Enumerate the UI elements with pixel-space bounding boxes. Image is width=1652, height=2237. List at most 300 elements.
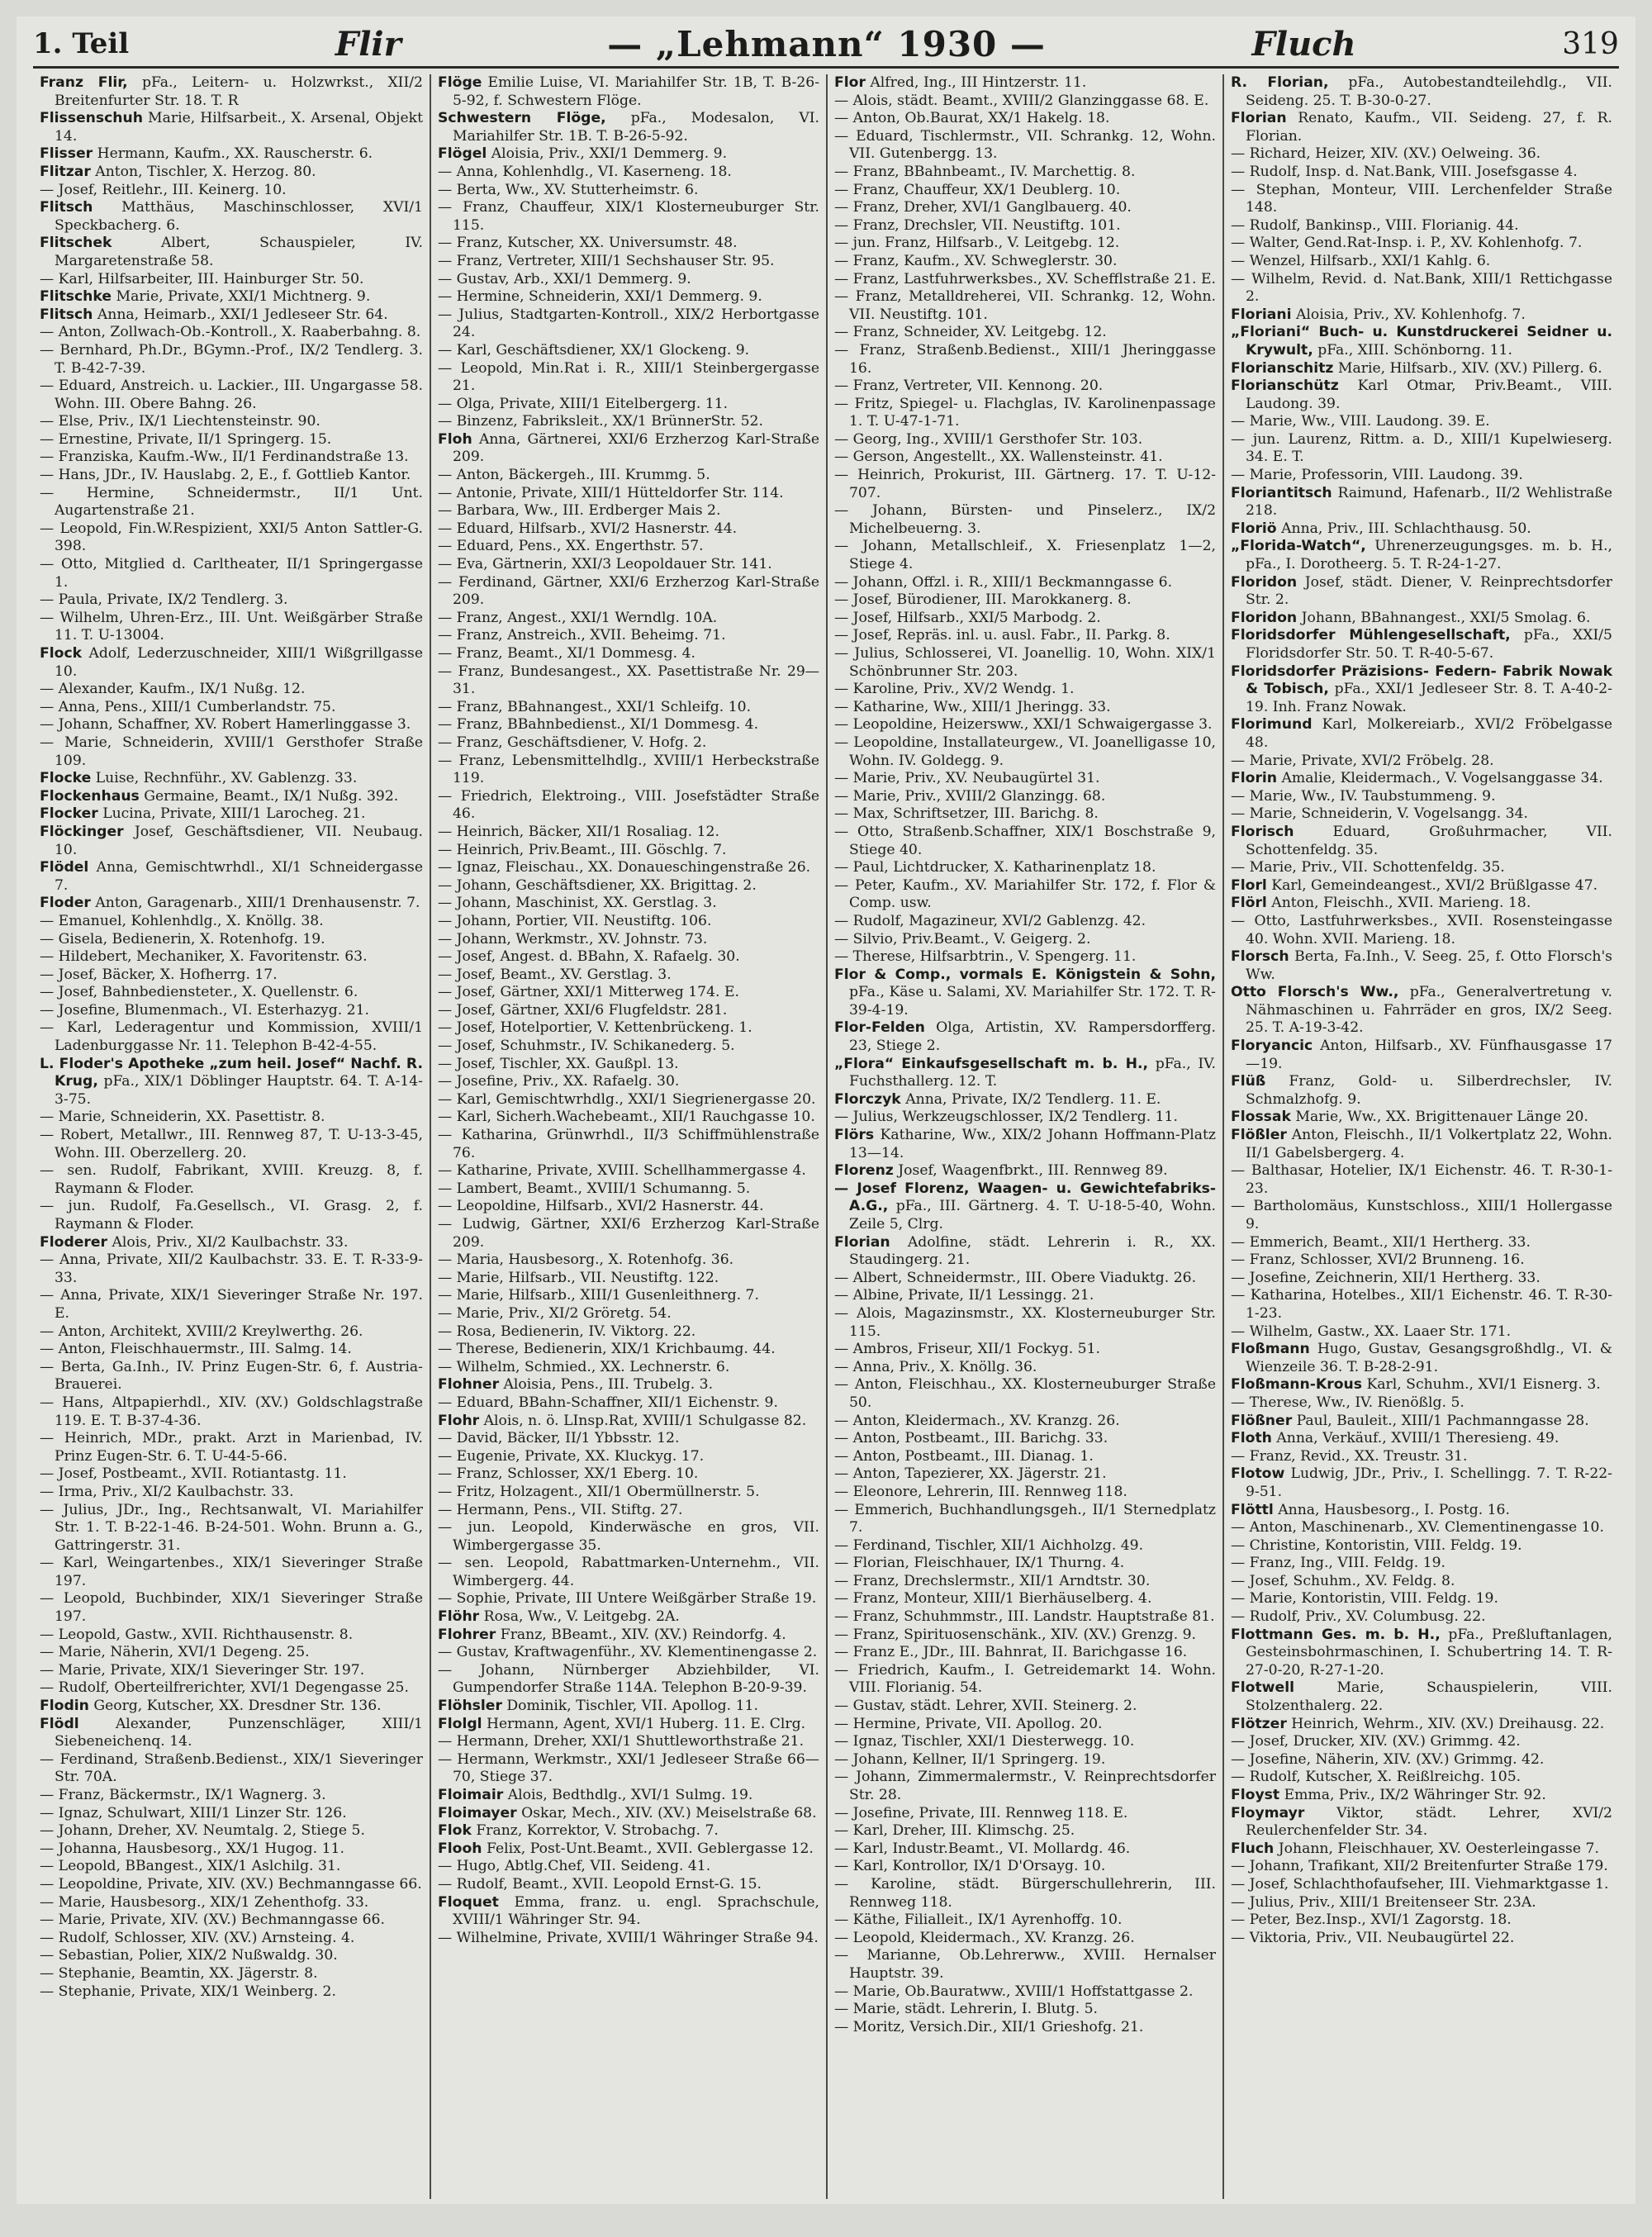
entry-name: — xyxy=(438,1073,453,1090)
entry-details: Gustav, Arb., XXI/1 Demmerg. 9. xyxy=(456,270,691,287)
directory-entry xyxy=(1231,324,1612,359)
entry-name: — xyxy=(834,1304,849,1322)
directory-entry xyxy=(438,538,819,556)
entry-name: — xyxy=(834,1644,849,1661)
entry-name: — xyxy=(1231,430,1246,448)
entry-details: Josef, Geschäftsdiener, VII. Neubaug. 10. xyxy=(55,823,424,858)
entry-details: Paul, Bauleit., XIII/1 Pachmanngasse 28. xyxy=(1296,1412,1589,1429)
directory-entry xyxy=(40,1947,423,1965)
entry-name: Flohner xyxy=(438,1376,500,1394)
entry-name: — xyxy=(834,770,849,787)
directory-entry xyxy=(1231,145,1612,164)
entry-details: Sophie, Private, III Untere Weißgärber Straße 19. xyxy=(456,1590,817,1608)
entry-name: — xyxy=(40,1947,55,1964)
entry-name: — xyxy=(834,1269,849,1286)
entry-details: Emma, franz. u. engl. Sprachschule, XVIII/1 Währinger Str. 94. xyxy=(453,1893,819,1929)
directory-entry xyxy=(834,967,1216,1020)
entry-name: — xyxy=(40,591,55,609)
column-2 xyxy=(430,74,826,2199)
directory-entry xyxy=(834,931,1216,949)
entry-details: Marie, Näherin, XVI/1 Degeng. 25. xyxy=(58,1644,310,1661)
entry-name: „Florida-Watch“, xyxy=(1231,538,1366,555)
entry-details: pFa., Autobestandteilehdlg., VII. Seideng. 25. T. B-30-0-27. xyxy=(1246,74,1612,109)
directory-entry xyxy=(40,182,423,200)
directory-entry xyxy=(438,253,819,271)
entry-name: — xyxy=(438,1269,453,1286)
entry-details: Johann, Geschäftsdiener, XX. Brigittag. 2. xyxy=(456,876,757,894)
entry-details: Franz, Ing., VIII. Feldg. 19. xyxy=(1249,1555,1446,1572)
entry-details: Franz, BBahnbeamt., IV. Marchettig. 8. xyxy=(852,163,1136,180)
entry-details: Johann, Bürsten- und Pinselerz., IX/2 Michelbeuerng. 3. xyxy=(849,502,1217,537)
entry-name: — xyxy=(40,1358,55,1375)
entry-name: — xyxy=(1231,1269,1246,1286)
directory-entry xyxy=(834,182,1216,200)
directory-entry xyxy=(834,1091,1216,1109)
entry-details: Wilhelm, Uhren-Erz., III. Unt. Weißgärber Straße 11. T. U-13004. xyxy=(55,609,423,644)
directory-entry xyxy=(40,110,423,145)
entry-details: David, Bäcker, II/1 Ybbsstr. 12. xyxy=(456,1430,680,1447)
entry-name: — xyxy=(438,484,453,501)
entry-name: — xyxy=(834,252,849,269)
entry-details: Leopoldine, Hilfsarb., XVI/2 Hasnerstr. 44. xyxy=(456,1198,764,1215)
entry-details: Johann, Maschinist, XX. Gerstlag. 3. xyxy=(456,895,717,912)
entry-details: Marie, Private, XXI/1 Michtnerg. 9. xyxy=(116,288,371,306)
entry-details: Alois, städt. Beamt., XVIII/2 Glanzinggasse 68. E. xyxy=(852,92,1209,109)
directory-entry xyxy=(40,1484,423,1502)
entry-name: — xyxy=(834,1447,849,1465)
entry-details: Josefine, Priv., XX. Rafaelg. 30. xyxy=(456,1073,680,1090)
entry-name: Floriani xyxy=(1231,306,1292,323)
entry-details: Friedrich, Kaufm., I. Getreidemarkt 14. Wohn. VIII. Florianig. 54. xyxy=(849,1661,1216,1697)
entry-name: — xyxy=(438,1109,453,1126)
entry-details: Franz, Schlosser, XX/1 Eberg. 10. xyxy=(456,1465,699,1483)
entry-details: Marie, Ob.Bauratww., XVIII/1 Hoffstattgasse 2. xyxy=(852,1983,1194,2000)
directory-entry xyxy=(834,859,1216,877)
entry-details: Anna, Gärtnerei, XXI/6 Erzherzog Karl-Straße 209. xyxy=(453,430,819,466)
entry-name: — xyxy=(834,1501,849,1518)
entry-details: Johann, Metallschleif., X. Friesenplatz 1—2, Stiege 4. xyxy=(849,538,1216,573)
directory-entry xyxy=(40,948,423,967)
directory-entry xyxy=(834,627,1216,645)
entry-details: Johann, Trafikant, XII/2 Breitenfurter Straße 179. xyxy=(1249,1858,1608,1875)
entry-details: Franz, Lebensmittelhdlg., XVIII/1 Herbeckstraße 119. xyxy=(453,752,819,787)
entry-name: Flohr xyxy=(438,1412,480,1429)
entry-details: Karl, Dreher, III. Klimschg. 25. xyxy=(852,1822,1075,1840)
directory-entry xyxy=(834,1608,1216,1627)
entry-name: — xyxy=(40,1394,55,1411)
entry-name: — xyxy=(1231,1769,1246,1786)
directory-entry xyxy=(40,1822,423,1840)
entry-name: — xyxy=(1231,1608,1246,1626)
directory-entry xyxy=(1231,1608,1612,1627)
entry-details: Anton, Maschinenarb., XV. Clementinengasse 10. xyxy=(1249,1519,1604,1536)
entry-name: — xyxy=(438,306,453,323)
entry-name: — xyxy=(40,1858,55,1875)
entry-name: — xyxy=(1231,270,1246,287)
entry-name: Florl xyxy=(1231,876,1267,894)
entry-name: — xyxy=(1231,1929,1246,1946)
entry-details: Eduard, Tischlermstr., VII. Schrankg. 12, Wohn. VII. Gutenbergg. 13. xyxy=(849,127,1216,163)
entry-name: — xyxy=(438,1483,453,1500)
entry-name: — xyxy=(834,2018,849,2035)
entry-details: Hildebert, Mechaniker, X. Favoritenstr. 63. xyxy=(58,948,368,966)
entry-name: — xyxy=(834,573,849,591)
directory-entry xyxy=(438,1484,819,1502)
entry-details: Ignaz, Fleischau., XX. Donaueschingenstraße 26. xyxy=(456,859,811,876)
entry-details: Anton, Postbeamt., III. Barichg. 33. xyxy=(852,1430,1108,1447)
entry-name: Flolgl xyxy=(438,1715,482,1732)
entry-details: Rudolf, Insp. d. Nat.Bank, VIII. Josefsgasse 4. xyxy=(1249,163,1578,180)
entry-name: — xyxy=(834,1465,849,1483)
directory-entry xyxy=(40,1430,423,1465)
directory-title: — „Lehmann“ 1930 — xyxy=(607,23,1046,64)
directory-entry xyxy=(1231,1376,1612,1394)
entry-details: Josef, Drucker, XIV. (XV.) Grimmg. 42. xyxy=(1249,1733,1521,1750)
entry-name: — xyxy=(40,1929,55,1946)
entry-name: — Josef Florenz, Waagen- u. Gewichtefabriks-A.G., xyxy=(834,1180,1216,1215)
directory-entry xyxy=(40,1287,423,1323)
entry-name: Flöhsler xyxy=(438,1698,502,1715)
entry-details: Bartholomäus, Kunstschloss., XIII/1 Hollergasse 9. xyxy=(1246,1198,1612,1232)
entry-name: — xyxy=(438,1644,453,1661)
entry-details: Josef, Bürodiener, III. Marokkanerg. 8. xyxy=(852,591,1132,609)
entry-details: Anton, Fleischh., II/1 Volkertplatz 22, Wohn. II/1 Gabelsbergerg. 4. xyxy=(1246,1127,1613,1161)
entry-details: Anna, Private, XIX/1 Sieveringer Straße Nr. 197. E. xyxy=(55,1287,423,1322)
entry-details: Heinrich, MDr., prakt. Arzt in Marienbad, IV. Prinz Eugen-Str. 6. T. U-44-5-66. xyxy=(55,1430,423,1465)
entry-name: — xyxy=(834,395,849,412)
entry-details: Hermann, Werkmstr., XXI/1 Jedleseer Straße 66—70, Stiege 37. xyxy=(453,1750,819,1786)
directory-entry xyxy=(834,1769,1216,1804)
entry-name: — xyxy=(834,127,849,145)
entry-name: — xyxy=(40,966,55,983)
directory-entry xyxy=(438,1858,819,1876)
directory-entry xyxy=(1231,1627,1612,1680)
entry-name: — xyxy=(40,1251,55,1269)
entry-details: jun. Franz, Hilfsarb., V. Leitgebg. 12. xyxy=(852,235,1120,252)
directory-entry xyxy=(438,74,819,110)
entry-name: — xyxy=(40,449,55,466)
entry-name: Flohrer xyxy=(438,1626,496,1643)
directory-entry xyxy=(1231,1840,1612,1859)
entry-details: Anna, Hausbesorg., I. Postg. 16. xyxy=(1278,1501,1510,1518)
entry-name: Flottmann Ges. m. b. H., xyxy=(1231,1626,1441,1643)
directory-entry xyxy=(438,1413,819,1431)
entry-name: — xyxy=(438,163,453,180)
entry-details: Barbara, Ww., III. Erdberger Mais 2. xyxy=(456,502,721,520)
entry-details: jun. Leopold, Kinderwäsche en gros, VII. Wimbergergasse 35. xyxy=(453,1519,820,1554)
entry-details: Johann, Werkmstr., XV. Johnstr. 73. xyxy=(456,930,708,948)
directory-entry xyxy=(834,1930,1216,1948)
entry-details: Karl, Gemeindeangest., XVI/2 Brüßlgasse 47. xyxy=(1271,876,1598,894)
entry-details: Anton, Ob.Baurat, XX/1 Hakelg. 18. xyxy=(852,110,1110,127)
entry-details: Katharine, Ww., XIX/2 Johann Hoffmann-Platz 13—14. xyxy=(849,1127,1216,1161)
entry-details: Anton, Postbeamt., III. Dianag. 1. xyxy=(852,1447,1094,1465)
entry-name: Flocker xyxy=(40,805,98,823)
entry-name: — xyxy=(40,716,55,734)
entry-details: Luise, Rechnführ., XV. Gablenzg. 33. xyxy=(95,770,358,787)
entry-details: Franz, Kaufm., XV. Schweglerstr. 30. xyxy=(852,252,1118,269)
directory-entry xyxy=(1231,74,1612,110)
directory-entry xyxy=(1231,1733,1612,1751)
entry-details: Georg, Ing., XVIII/1 Gersthofer Str. 103. xyxy=(852,430,1143,448)
entry-details: Franz, Bäckermstr., IX/1 Wagnerg. 3. xyxy=(58,1787,326,1803)
entry-name: — xyxy=(834,823,849,840)
directory-entry xyxy=(438,1627,819,1645)
entry-details: Therese, Hilfsarbtrin., V. Spengerg. 11. xyxy=(852,948,1137,966)
entry-details: Wenzel, Hilfsarb., XXI/1 Kahlg. 6. xyxy=(1249,252,1491,269)
entry-name: — xyxy=(438,1287,453,1304)
entry-details: Rudolf, Beamt., XVII. Leopold Ernst-G. 15. xyxy=(456,1875,762,1893)
entry-name: — xyxy=(438,859,453,876)
entry-name: — xyxy=(1231,1536,1246,1554)
entry-details: Franz, Straßenb.Bedienst., XIII/1 Jheringgasse 16. xyxy=(849,341,1216,377)
directory-entry xyxy=(40,413,423,431)
entry-name: Flöhr xyxy=(438,1608,480,1626)
directory-entry xyxy=(834,1484,1216,1502)
directory-entry xyxy=(40,681,423,699)
directory-entry xyxy=(834,1822,1216,1840)
entry-details: Ambros, Friseur, XII/1 Fockyg. 51. xyxy=(852,1341,1100,1358)
entry-details: Karoline, Priv., XV/2 Wendg. 1. xyxy=(852,681,1075,698)
entry-name: — xyxy=(438,1555,453,1572)
directory-entry xyxy=(1231,877,1612,895)
entry-details: Josef, Bahnbediensteter., X. Quellenstr. 6. xyxy=(58,984,358,1001)
directory-entry xyxy=(1231,1162,1612,1198)
entry-name: — xyxy=(438,181,453,198)
entry-name: — xyxy=(438,627,453,644)
directory-entry xyxy=(834,1805,1216,1823)
directory-entry xyxy=(438,342,819,360)
entry-details: Adolf, Lederzuschneider, XIII/1 Wißgrillgasse 10. xyxy=(55,645,424,680)
directory-entry xyxy=(40,1644,423,1662)
directory-entry xyxy=(438,1180,819,1199)
entry-details: Franz, Geschäftsdiener, V. Hofg. 2. xyxy=(456,734,707,751)
directory-entry xyxy=(834,110,1216,128)
entry-name: Flödl xyxy=(40,1715,79,1732)
directory-entry xyxy=(1231,1858,1612,1876)
entry-details: Emmerich, Buchhandlungsgeh., II/1 Sternedplatz 7. xyxy=(849,1501,1216,1536)
entry-details: Marie, Kontoristin, VIII. Feldg. 19. xyxy=(1249,1590,1498,1608)
entry-details: Marie, Hilfsarbeit., X. Arsenal, Objekt 14. xyxy=(55,110,423,145)
entry-details: Christine, Kontoristin, VIII. Feldg. 19. xyxy=(1249,1536,1522,1554)
entry-name: Flitschek xyxy=(40,235,112,252)
entry-name: — xyxy=(834,1715,849,1732)
directory-entry xyxy=(438,984,819,1002)
directory-entry xyxy=(438,1787,819,1805)
directory-entry xyxy=(1231,1465,1612,1501)
entry-name: — xyxy=(40,1198,55,1215)
entry-name: — xyxy=(438,698,453,715)
entry-name: Floridsdorfer Präzisions- Federn- Fabrik Nowak & Tobisch, xyxy=(1231,663,1612,698)
entry-name: — xyxy=(1231,1323,1246,1340)
directory-entry xyxy=(40,931,423,949)
entry-name: — xyxy=(1231,1287,1246,1304)
directory-entry xyxy=(438,1502,819,1520)
directory-entry xyxy=(834,1858,1216,1876)
entry-name: — xyxy=(40,413,55,430)
directory-entry xyxy=(40,1912,423,1930)
entry-details: Hugo, Abtlg.Chef, VII. Seideng. 41. xyxy=(456,1858,711,1875)
entry-name: — xyxy=(834,591,849,609)
directory-entry xyxy=(438,288,819,306)
directory-entry xyxy=(438,1608,819,1627)
directory-entry xyxy=(40,805,423,824)
entry-name: — xyxy=(438,1251,453,1269)
entry-name: — xyxy=(834,805,849,823)
entry-details: Josef, Hilfsarb., XXI/5 Marbodg. 2. xyxy=(852,609,1101,626)
entry-details: Eleonore, Lehrerin, III. Rennweg 118. xyxy=(852,1483,1127,1500)
directory-entry xyxy=(438,1840,819,1859)
entry-name: — xyxy=(438,270,453,287)
entry-details: Anton, Zollwach-Ob.-Kontroll., X. Raaberbahng. 8. xyxy=(58,324,421,341)
entry-name: — xyxy=(1231,1447,1246,1465)
entry-name: — xyxy=(834,181,849,198)
entry-name: — xyxy=(438,1055,453,1072)
entry-name: — xyxy=(1231,1572,1246,1589)
entry-details: pFa., XIII. Schönborng. 11. xyxy=(1317,341,1512,359)
entry-details: Aloisia, Pens., III. Trubelg. 3. xyxy=(503,1376,714,1394)
entry-name: — xyxy=(834,1287,849,1304)
entry-details: Marie, Schneiderin, XX. Pasettistr. 8. xyxy=(58,1109,325,1126)
entry-name: — xyxy=(834,1875,849,1893)
entry-name: — xyxy=(1231,181,1246,198)
entry-name: Franz Flir, xyxy=(40,74,128,91)
entry-details: jun. Rudolf, Fa.Gesellsch., VI. Grasg. 2, f. Raymann & Floder. xyxy=(55,1198,423,1232)
directory-entry xyxy=(1231,1323,1612,1342)
directory-entry xyxy=(834,467,1216,502)
directory-entry xyxy=(438,1305,819,1323)
directory-entry xyxy=(1231,467,1612,485)
directory-entry xyxy=(40,556,423,591)
directory-entry xyxy=(438,1662,819,1698)
entry-name: — xyxy=(834,734,849,751)
entry-details: Johann, Fleischhauer, XV. Oesterleingasse 7. xyxy=(1278,1840,1599,1857)
entry-details: Marie, Schauspielerin, VIII. Stolzenthalerg. 22. xyxy=(1246,1679,1612,1715)
entry-name: — xyxy=(834,502,849,520)
entry-name: Floriantitsch xyxy=(1231,484,1332,501)
entry-name: Flockenhaus xyxy=(40,787,140,805)
directory-entry xyxy=(40,1627,423,1645)
directory-entry xyxy=(834,610,1216,628)
directory-entry xyxy=(834,253,1216,271)
entry-name: — xyxy=(1231,859,1246,876)
directory-entry xyxy=(438,110,819,145)
entry-name: Flögel xyxy=(438,145,487,163)
entry-details: Aloisia, Priv., XV. Kohlenhofg. 7. xyxy=(1296,306,1526,323)
entry-name: — xyxy=(438,930,453,948)
entry-details: Marie, Ww., XX. Brigittenauer Länge 20. xyxy=(1295,1109,1588,1126)
entry-details: Eva, Gärtnerin, XXI/3 Leopoldauer Str. 141. xyxy=(456,556,772,573)
directory-entry xyxy=(40,1109,423,1127)
directory-entry xyxy=(438,699,819,717)
directory-entry xyxy=(834,1502,1216,1537)
entry-details: Walter, Gend.Rat-Insp. i. P., XV. Kohlenhofg. 7. xyxy=(1249,235,1583,252)
directory-entry xyxy=(40,895,423,913)
entry-details: Leopold, Fin.W.Respizient, XXI/5 Anton Sattler-G. 398. xyxy=(55,520,423,555)
entry-name: — xyxy=(1231,805,1246,823)
entry-name: — xyxy=(1231,912,1246,929)
entry-name: Florianschitz xyxy=(1231,359,1334,377)
entry-name: — xyxy=(438,1001,453,1019)
directory-entry xyxy=(834,217,1216,235)
directory-entry xyxy=(1231,413,1612,431)
entry-details: Josef, Reitlehr., III. Keinerg. 10. xyxy=(58,181,287,198)
entry-details: jun. Laurenz, Rittm. a. D., XIII/1 Kupelwieserg. 34. E. T. xyxy=(1246,430,1612,466)
directory-entry xyxy=(1231,182,1612,217)
directory-entry xyxy=(40,1698,423,1716)
entry-details: Emmerich, Beamt., XII/1 Hertherg. 33. xyxy=(1249,1233,1531,1251)
entry-name: Florian xyxy=(834,1233,890,1251)
entry-name: — xyxy=(40,1875,55,1893)
entry-details: Berta, Fa.Inh., V. Seeg. 25, f. Otto Florsch's Ww. xyxy=(1246,948,1612,983)
entry-details: Alexander, Kaufm., IX/1 Nußg. 12. xyxy=(58,681,306,698)
directory-entry xyxy=(1231,948,1612,984)
directory-entry xyxy=(834,699,1216,717)
directory-entry xyxy=(834,164,1216,182)
directory-entry xyxy=(1231,520,1612,539)
directory-entry xyxy=(834,1270,1216,1288)
directory-entry xyxy=(438,502,819,520)
directory-entry xyxy=(834,770,1216,788)
entry-details: Franz, Drechsler, VII. Neustiftg. 101. xyxy=(852,216,1121,234)
entry-details: Alois, n. ö. LInsp.Rat, XVIII/1 Schulgasse 82. xyxy=(483,1412,807,1429)
entry-details: Marie, Private, XIV. (XV.) Bechmanngasse 66. xyxy=(58,1912,385,1929)
entry-name: — xyxy=(438,1162,453,1180)
entry-name: — xyxy=(40,1162,55,1180)
entry-details: Franz, Kutscher, XX. Universumstr. 48. xyxy=(456,235,738,252)
directory-entry xyxy=(40,1716,423,1751)
entry-name: — xyxy=(40,556,55,573)
entry-name: — xyxy=(438,520,453,537)
directory-entry xyxy=(1231,1590,1612,1608)
directory-entry xyxy=(1231,610,1612,628)
directory-entry xyxy=(40,788,423,806)
directory-entry xyxy=(834,681,1216,699)
entry-columns xyxy=(33,74,1619,2199)
entry-details: Julius, Stadtgarten-Kontroll., XIX/2 Herbortgasse 24. xyxy=(453,306,819,341)
entry-name: Flitsch xyxy=(40,199,93,216)
directory-entry xyxy=(438,1716,819,1734)
directory-entry xyxy=(438,199,819,235)
directory-entry xyxy=(1231,1394,1612,1413)
entry-details: Anna, Kohlenhdlg., VI. Kaserneng. 18. xyxy=(456,163,732,180)
entry-details: Josefine, Blumenmach., VI. Esterhazyg. 21. xyxy=(58,1001,370,1019)
directory-entry xyxy=(438,913,819,931)
directory-entry xyxy=(40,1359,423,1394)
directory-entry xyxy=(834,1448,1216,1466)
entry-name: — xyxy=(438,1216,453,1232)
directory-entry xyxy=(438,164,819,182)
directory-entry xyxy=(834,1644,1216,1662)
entry-name: — xyxy=(40,1555,55,1572)
directory-entry xyxy=(1231,1555,1612,1573)
entry-details: Franz E., JDr., III. Bahnrat, II. Barichgasse 16. xyxy=(852,1644,1188,1661)
entry-name: Floridon xyxy=(1231,573,1298,591)
directory-entry xyxy=(438,948,819,967)
entry-name: — xyxy=(40,912,55,929)
entry-name: — xyxy=(1231,252,1246,269)
entry-details: Wilhelm, Gastw., XX. Laaer Str. 171. xyxy=(1249,1323,1512,1340)
directory-entry xyxy=(40,164,423,182)
entry-name: Flor-Felden xyxy=(834,1019,925,1037)
entry-name: R. Florian, xyxy=(1231,74,1329,91)
entry-details: Franz, Metalldreherei, VII. Schrankg. 12, Wohn. VII. Neustiftg. 101. xyxy=(849,288,1216,323)
directory-entry xyxy=(438,271,819,289)
entry-details: Otto, Straßenb.Schaffner, XIX/1 Boschstraße 9, Stiege 40. xyxy=(849,823,1216,858)
entry-name: — xyxy=(834,1912,849,1929)
entry-name: — xyxy=(438,1323,453,1340)
entry-name: — xyxy=(40,1787,55,1803)
